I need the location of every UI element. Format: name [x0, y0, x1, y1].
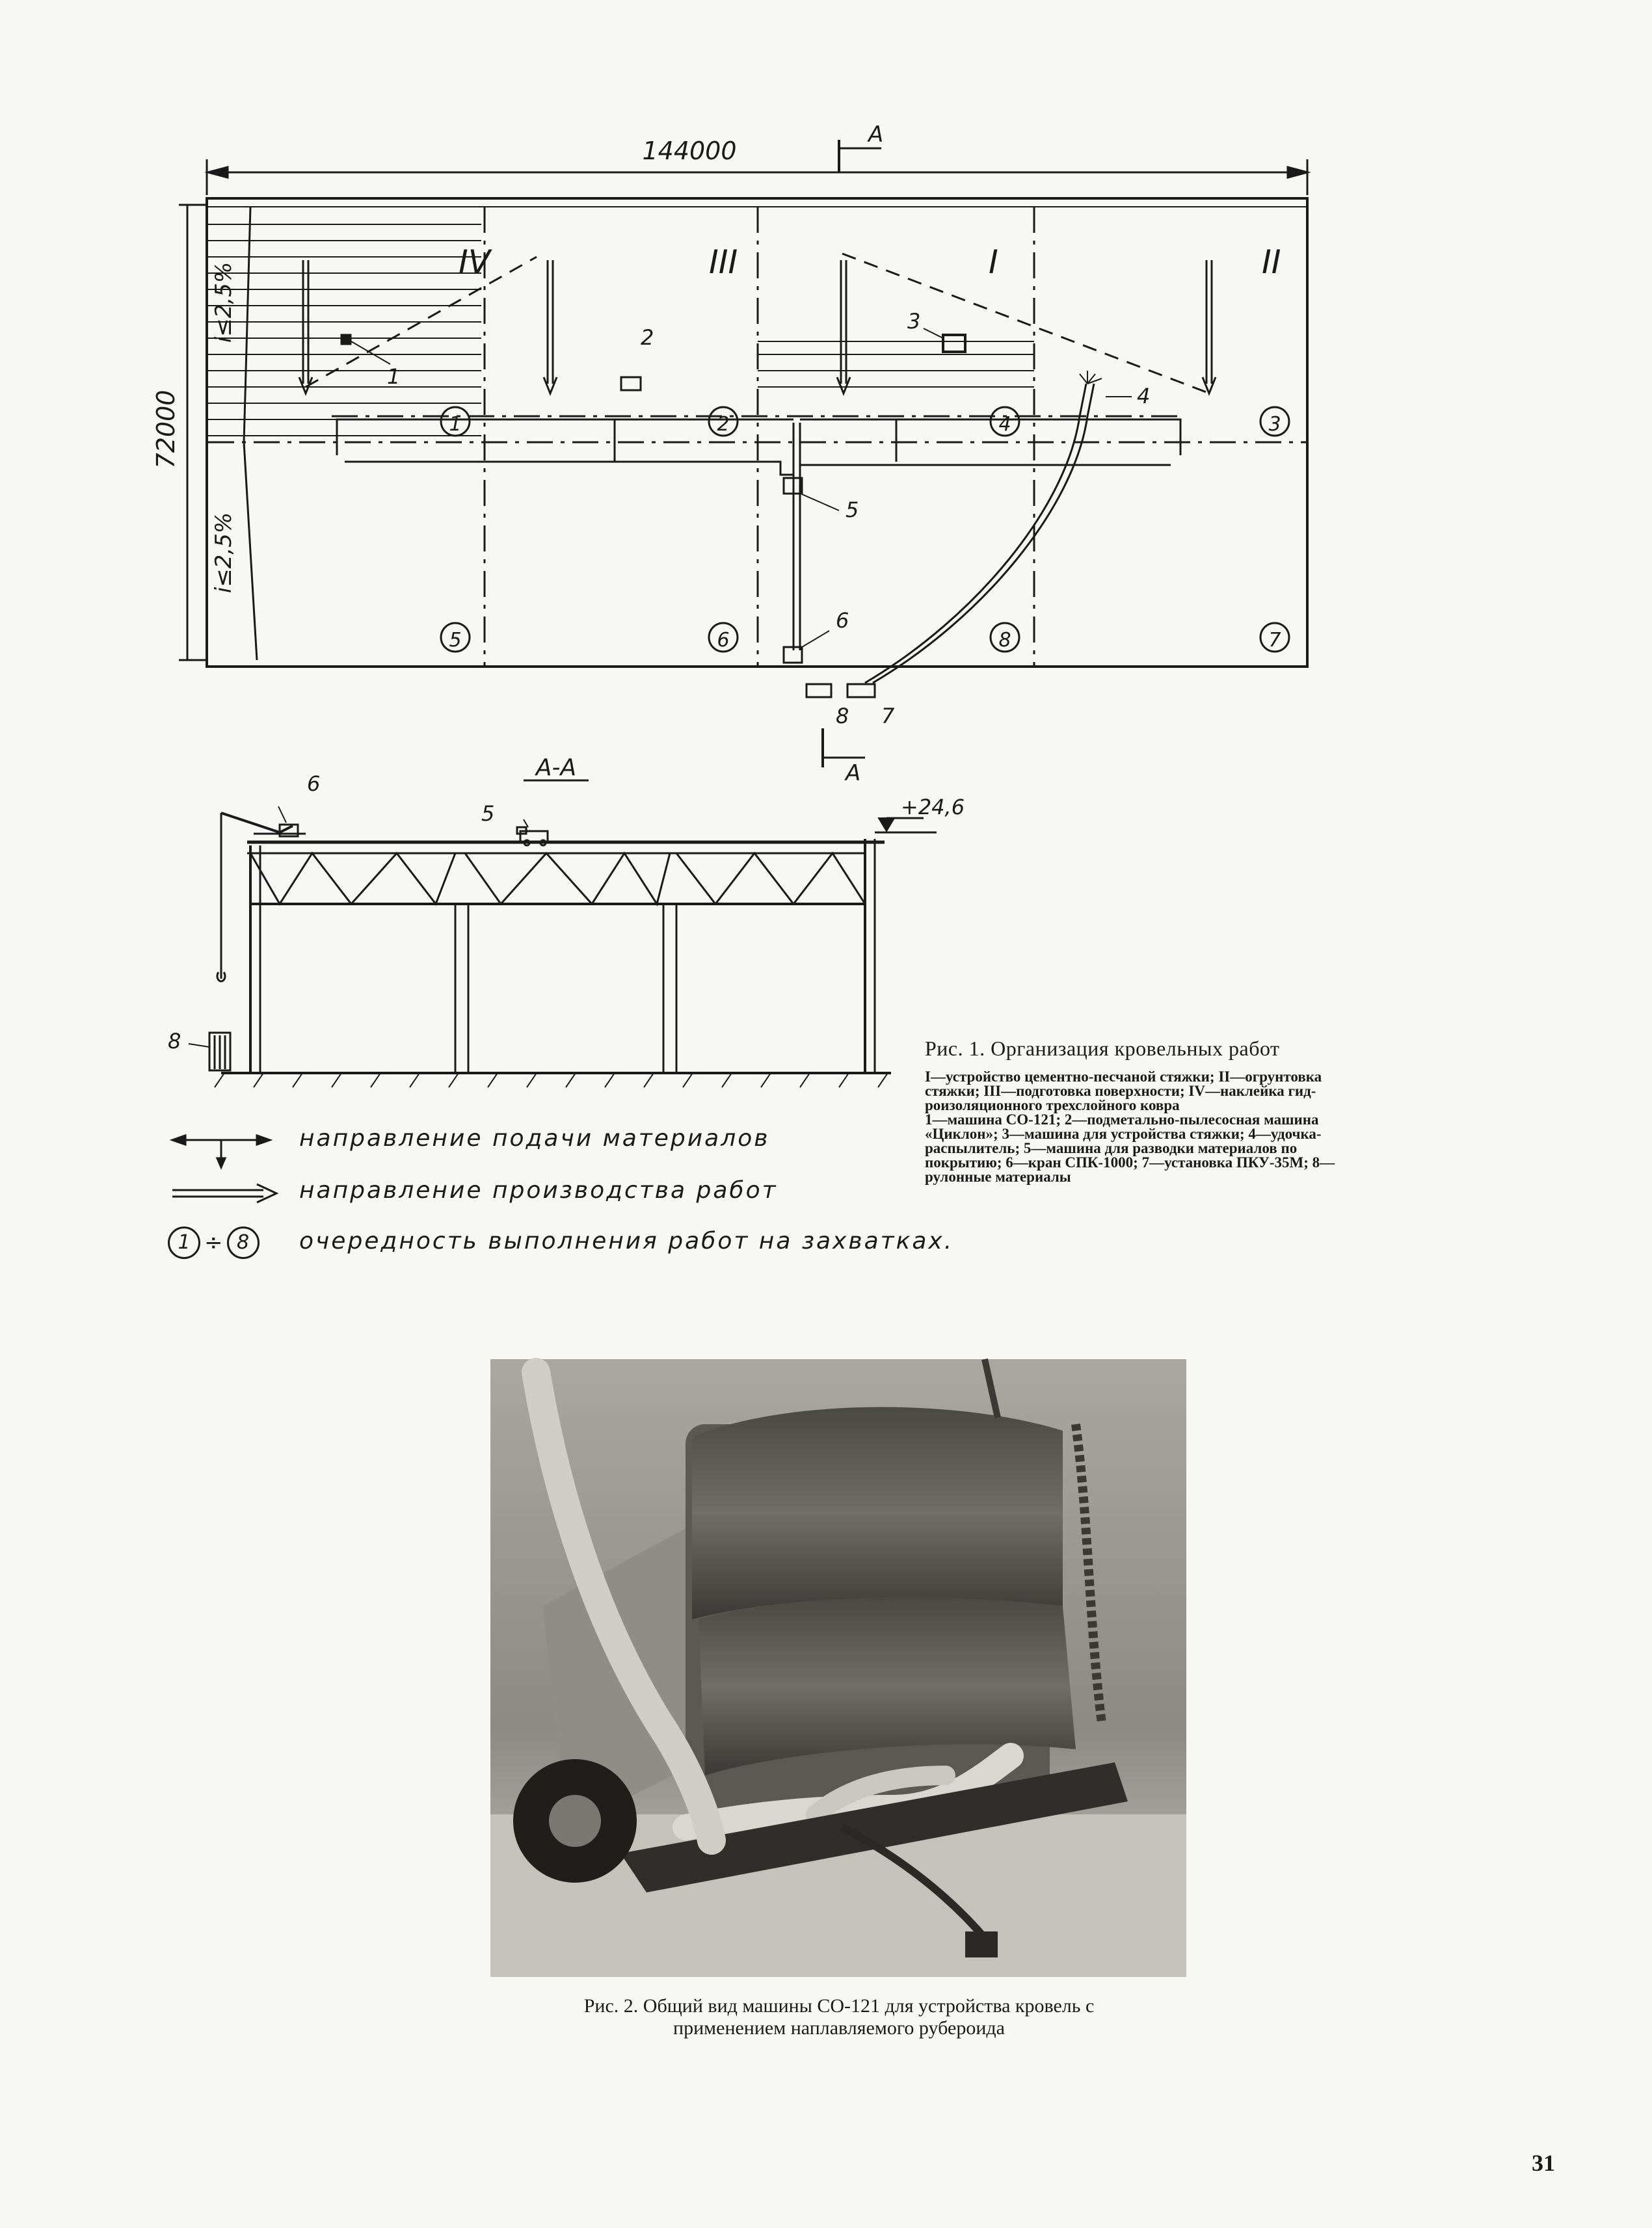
legend-work-symbol [166, 1180, 283, 1206]
plan-slope-bottom: i≤2,5% [211, 512, 237, 594]
legend-work-direction: направление производства работ [299, 1177, 778, 1204]
plan-label-1: 1 [387, 364, 401, 389]
plan-slope-top: i≤2,5% [211, 261, 237, 343]
plan-section-mark-bottom: А [846, 760, 861, 786]
plan-zone-iii: III [709, 243, 738, 281]
page-number: 31 [1532, 2150, 1555, 2176]
section-elevation: +24,6 [901, 795, 965, 819]
plan-label-6: 6 [836, 608, 849, 633]
plan-seq-8: 8 [998, 629, 1011, 652]
figure1-desc-line: I—устройство цементно-песчаной стяжки; II—огрунтовка [925, 1068, 1322, 1085]
section-label-5: 5 [481, 801, 495, 826]
legend-circle-start: 1 [168, 1227, 200, 1259]
plan-label-7: 7 [881, 704, 895, 728]
figure1-title: Рис. 1. Организация кровельных работ [925, 1037, 1280, 1060]
section-drawing [0, 748, 965, 1112]
machine-photo-illustration [490, 1359, 1186, 1977]
figure1-caption [925, 1037, 1510, 1184]
figure1-desc-line: 1—машина СО-121; 2—подметально-пылесосная машина [925, 1111, 1319, 1128]
plan-zone-iv: IV [459, 243, 490, 281]
figure1-desc-line: рулонные материалы [925, 1169, 1071, 1185]
plan-seq-4: 4 [998, 413, 1011, 436]
figure2-caption-line2: применением наплавляемого рубероида [673, 2017, 1005, 2039]
legend-circle-end: 8 [227, 1227, 260, 1259]
legend-circle-sep: ÷ [204, 1230, 223, 1256]
plan-seq-1: 1 [449, 413, 462, 436]
section-label-6: 6 [307, 771, 321, 796]
plan-seq-2: 2 [717, 413, 730, 436]
plan-zone-i: I [989, 243, 998, 281]
plan-label-4: 4 [1137, 384, 1151, 408]
legend-feed-direction: направление подачи материалов [299, 1125, 770, 1152]
figure1-desc-line: распылитель; 5—машина для разводки материалов по [925, 1140, 1298, 1156]
figure1-desc-line: роизоляционного трехслойного ковра [925, 1097, 1180, 1113]
section-label-8: 8 [168, 1029, 181, 1054]
legend-feed-symbol [166, 1122, 276, 1174]
plan-label-8: 8 [836, 704, 849, 728]
figure1-description [925, 1070, 1510, 1184]
section-title: А-А [535, 754, 577, 781]
figure2-caption [455, 1995, 1223, 2039]
legend-sequence-symbol [168, 1226, 260, 1260]
figure2-caption-line1: Рис. 2. Общий вид машины СО-121 для устройства кровель с [583, 1995, 1095, 2017]
plan-label-2: 2 [641, 325, 654, 350]
plan-dimension-width: 72000 [152, 390, 180, 469]
figure1-desc-line: стяжки; III—подготовка поверхности; IV—наклейка гид- [925, 1083, 1316, 1099]
plan-section-mark-top: А [868, 122, 884, 148]
legend-sequence-text: очередность выполнения работ на захватках. [299, 1228, 954, 1254]
machine-photo [490, 1359, 1186, 1977]
plan-label-3: 3 [907, 309, 921, 334]
plan-seq-3: 3 [1268, 413, 1281, 436]
plan-seq-7: 7 [1268, 629, 1281, 652]
plan-label-5: 5 [846, 497, 859, 522]
plan-zone-ii: II [1262, 243, 1281, 281]
plan-seq-5: 5 [449, 629, 462, 652]
plan-seq-6: 6 [717, 629, 730, 652]
plan-dimension-length: 144000 [642, 137, 737, 165]
figure1-desc-line: покрытию; 6—кран СПК-1000; 7—установка ПКУ-35М; 8— [925, 1154, 1335, 1171]
figure1-desc-line: «Циклон»; 3—машина для устройства стяжки; 4—удочка- [925, 1126, 1322, 1142]
